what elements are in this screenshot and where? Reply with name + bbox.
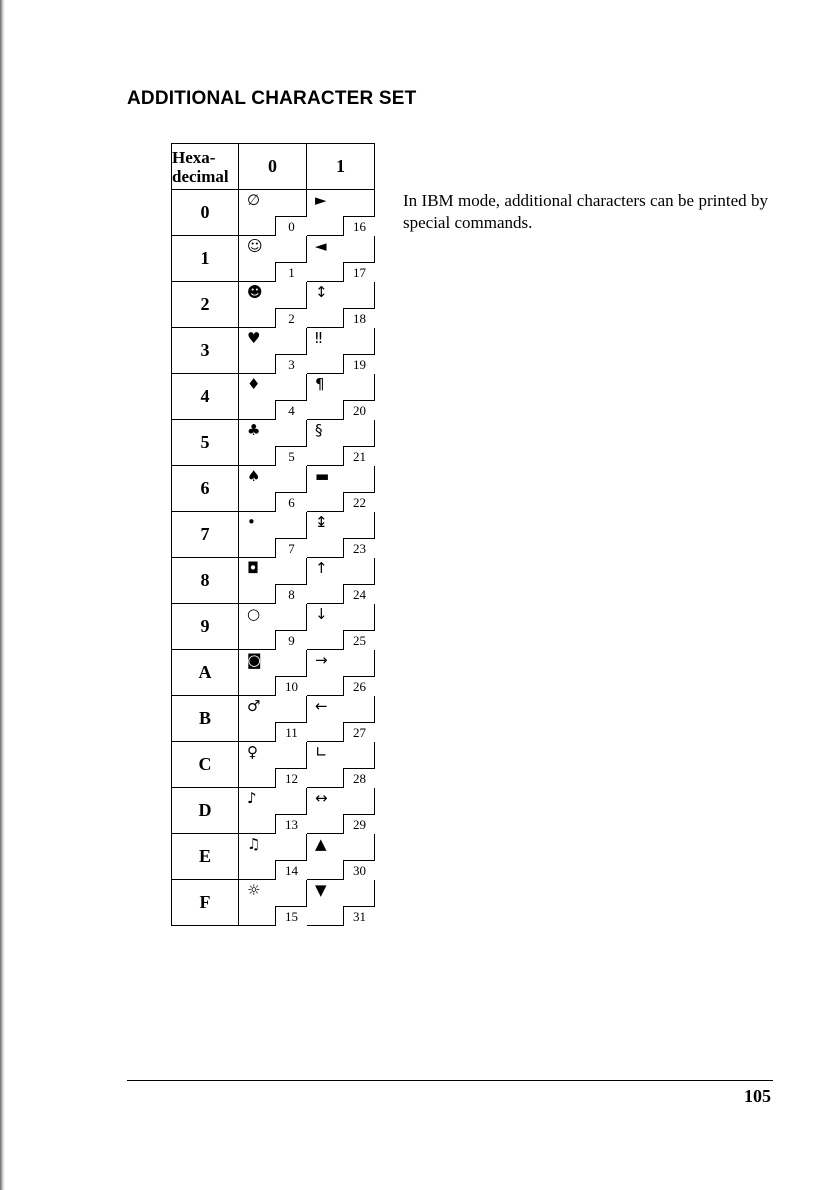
table-row — [172, 420, 375, 466]
character-glyph: ▲ — [315, 835, 327, 853]
character-cell — [239, 742, 307, 788]
character-cell — [307, 558, 375, 604]
page-heading: ADDITIONAL CHARACTER SET — [127, 88, 417, 109]
page-number: 105 — [744, 1086, 771, 1106]
character-cell — [307, 282, 375, 328]
table-row — [172, 834, 375, 880]
decimal-code-box: 6 — [275, 492, 307, 512]
row-hex-label: 3 — [172, 328, 239, 374]
decimal-code-box: 22 — [343, 492, 375, 512]
decimal-code-box: 20 — [343, 400, 375, 420]
character-cell — [239, 236, 307, 282]
character-glyph: ↕ — [315, 283, 328, 301]
row-hex-label: A — [172, 650, 239, 696]
decimal-code-box: 3 — [275, 354, 307, 374]
character-glyph: ↑ — [315, 559, 328, 577]
decimal-code-box: 27 — [343, 722, 375, 742]
decimal-code-box: 28 — [343, 768, 375, 788]
decimal-code-box: 11 — [275, 722, 307, 742]
row-hex-label: 9 — [172, 604, 239, 650]
character-cell — [239, 328, 307, 374]
row-hex-label: F — [172, 880, 239, 926]
character-glyph: ♀ — [247, 743, 258, 761]
character-glyph: ► — [315, 191, 327, 209]
decimal-code-box: 1 — [275, 262, 307, 282]
character-glyph: ▼ — [315, 881, 327, 899]
character-cell — [239, 190, 307, 236]
table-row — [172, 374, 375, 420]
decimal-code-box: 16 — [343, 216, 375, 236]
decimal-code-box: 31 — [343, 906, 375, 926]
row-hex-label: 2 — [172, 282, 239, 328]
character-glyph: ← — [315, 697, 328, 715]
decimal-code-box: 4 — [275, 400, 307, 420]
decimal-code-box: 30 — [343, 860, 375, 880]
column-header-1: 1 — [307, 144, 375, 190]
decimal-code-box: 7 — [275, 538, 307, 558]
character-cell — [239, 650, 307, 696]
decimal-code-box: 12 — [275, 768, 307, 788]
description-text: In IBM mode, additional characters can be printed by special commands. — [403, 191, 768, 232]
column-header-0: 0 — [239, 144, 307, 190]
character-cell — [307, 190, 375, 236]
character-cell — [307, 880, 375, 926]
row-hex-label: D — [172, 788, 239, 834]
character-cell — [307, 650, 375, 696]
table-header-row — [172, 144, 375, 190]
row-hex-label: 0 — [172, 190, 239, 236]
table-row — [172, 512, 375, 558]
character-glyph: ◄ — [315, 237, 327, 255]
decimal-code-box: 21 — [343, 446, 375, 466]
character-cell — [307, 788, 375, 834]
decimal-code-box: 10 — [275, 676, 307, 696]
decimal-code-box: 0 — [275, 216, 307, 236]
page-edge-shadow — [0, 0, 5, 1190]
character-glyph: ↓ — [315, 605, 328, 623]
character-cell — [307, 512, 375, 558]
character-cell — [239, 696, 307, 742]
table-row — [172, 788, 375, 834]
character-glyph: ☺ — [247, 237, 263, 255]
table-row — [172, 282, 375, 328]
character-glyph: ▬ — [315, 467, 330, 485]
character-glyph: ♪ — [247, 789, 257, 807]
table-row — [172, 880, 375, 926]
character-glyph: ♠ — [247, 467, 261, 485]
character-cell — [307, 696, 375, 742]
character-glyph: ∅ — [247, 191, 261, 209]
decimal-code-box: 23 — [343, 538, 375, 558]
character-glyph: ↔ — [315, 789, 328, 807]
character-glyph: ☼ — [247, 881, 261, 899]
character-cell — [239, 834, 307, 880]
character-cell — [239, 558, 307, 604]
character-glyph: ☻ — [247, 283, 263, 301]
table-row — [172, 604, 375, 650]
character-cell — [239, 788, 307, 834]
decimal-code-box: 15 — [275, 906, 307, 926]
row-hex-label: 1 — [172, 236, 239, 282]
row-hex-label: 4 — [172, 374, 239, 420]
character-cell — [307, 604, 375, 650]
decimal-code-box: 5 — [275, 446, 307, 466]
decimal-code-box: 26 — [343, 676, 375, 696]
decimal-code-box: 17 — [343, 262, 375, 282]
footer-rule — [127, 1080, 773, 1081]
decimal-code-box: 25 — [343, 630, 375, 650]
character-glyph: ♂ — [247, 697, 261, 715]
character-cell — [307, 466, 375, 512]
decimal-code-box: 2 — [275, 308, 307, 328]
row-hex-label: 5 — [172, 420, 239, 466]
table-row — [172, 328, 375, 374]
character-cell — [307, 420, 375, 466]
row-hex-label: 6 — [172, 466, 239, 512]
character-cell — [239, 604, 307, 650]
character-cell — [239, 466, 307, 512]
character-glyph: ♫ — [247, 835, 261, 853]
character-glyph: ○ — [247, 605, 261, 623]
table-row — [172, 558, 375, 604]
decimal-code-box: 19 — [343, 354, 375, 374]
character-cell — [307, 374, 375, 420]
character-cell — [307, 328, 375, 374]
table-row — [172, 650, 375, 696]
decimal-code-box: 24 — [343, 584, 375, 604]
row-hex-label: 7 — [172, 512, 239, 558]
table-row — [172, 742, 375, 788]
table-row — [172, 696, 375, 742]
character-cell — [239, 512, 307, 558]
decimal-code-box: 18 — [343, 308, 375, 328]
row-hex-label: 8 — [172, 558, 239, 604]
table-row — [172, 236, 375, 282]
character-cell — [307, 742, 375, 788]
character-glyph: ♦ — [247, 375, 261, 393]
character-glyph: ◘ — [247, 559, 259, 577]
decimal-code-box: 13 — [275, 814, 307, 834]
character-cell — [239, 374, 307, 420]
decimal-code-box: 8 — [275, 584, 307, 604]
character-cell — [239, 880, 307, 926]
character-cell — [239, 282, 307, 328]
row-hex-label: E — [172, 834, 239, 880]
table-row — [172, 466, 375, 512]
character-cell — [239, 420, 307, 466]
character-cell — [307, 834, 375, 880]
row-hex-label: C — [172, 742, 239, 788]
character-glyph: ‼ — [315, 329, 323, 347]
character-glyph: § — [315, 421, 323, 439]
character-glyph: • — [247, 513, 256, 531]
decimal-code-box: 29 — [343, 814, 375, 834]
hexadecimal-header: Hexa- decimal — [172, 144, 239, 190]
character-glyph: → — [315, 651, 328, 669]
character-glyph: ♥ — [247, 329, 261, 347]
table-body — [172, 190, 375, 926]
character-glyph: ¶ — [315, 375, 325, 393]
character-set-table — [171, 143, 375, 926]
decimal-code-box: 9 — [275, 630, 307, 650]
decimal-code-box: 14 — [275, 860, 307, 880]
character-glyph: ♣ — [247, 421, 261, 439]
character-glyph: ↨ — [315, 513, 328, 531]
row-hex-label: B — [172, 696, 239, 742]
character-glyph: ∟ — [315, 743, 328, 761]
character-glyph: ◙ — [247, 651, 262, 669]
character-cell — [307, 236, 375, 282]
table-row — [172, 190, 375, 236]
